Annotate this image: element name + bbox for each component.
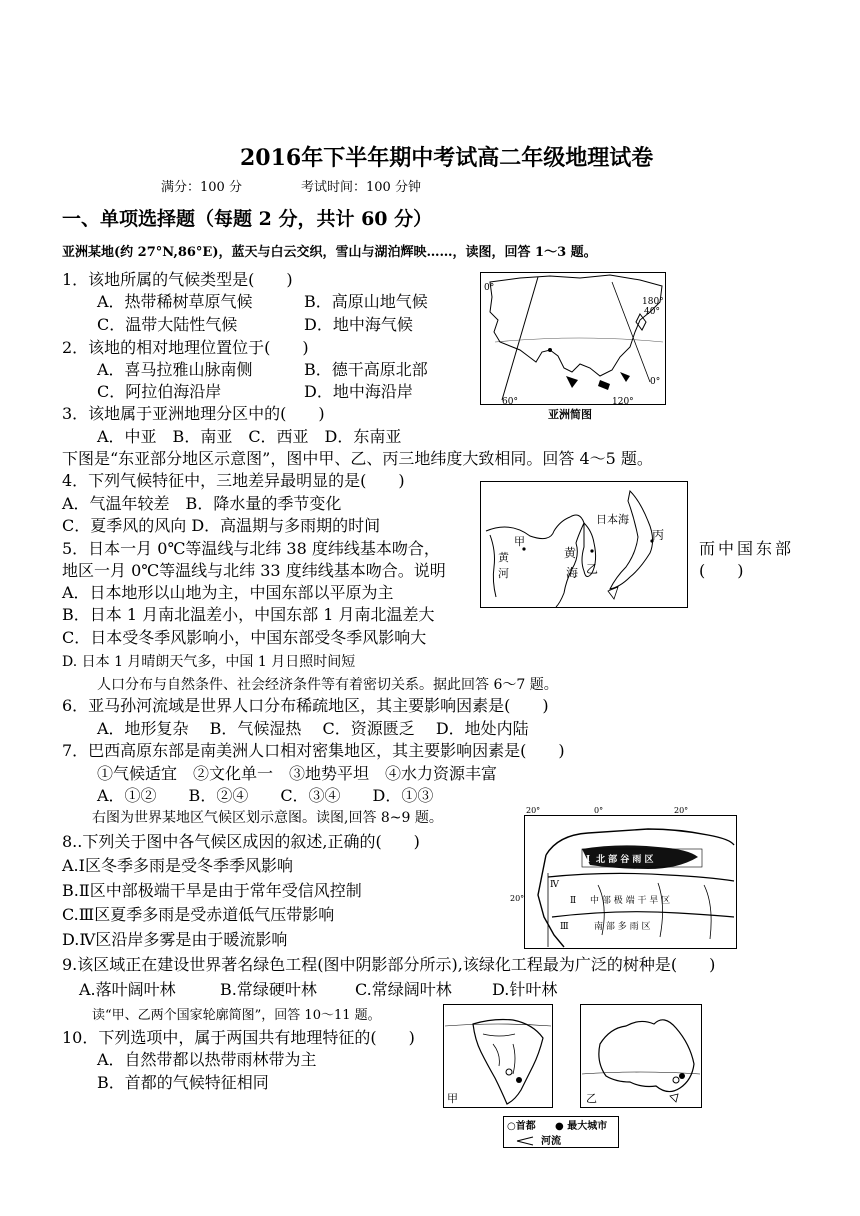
q6-options: A．地形复杂 B．气候湿热 C．资源匮乏 D．地处内陆 bbox=[97, 719, 529, 738]
q2-option-b: B．德干高原北部 bbox=[304, 360, 428, 379]
q8-option-d: D.Ⅳ区沿岸多雾是由于暖流影响 bbox=[62, 930, 288, 949]
climate-map-lbl-20-tl: 20° bbox=[526, 806, 541, 815]
question-5-line2: 地区一月 0℃等温线与北纬 33 度纬线基本吻合。说明 bbox=[62, 561, 446, 580]
asia-map-lbl-0-right: 0° bbox=[650, 377, 661, 387]
q5-option-c: C．日本受冬季风影响小，中国东部受冬季风影响大 bbox=[62, 628, 427, 647]
group1-intro: 亚洲某地(约 27°N,86°E)，蓝天与白云交织，雪山与湖泊辉映……，读图，回答 1～3 题。 bbox=[62, 245, 597, 260]
question-1: 1．该地所属的气候类型是( ) bbox=[62, 270, 293, 289]
q2-option-d: D．地中海沿岸 bbox=[304, 382, 413, 401]
q1-option-b: B．高原山地气候 bbox=[304, 292, 428, 311]
region-2-label: Ⅱ bbox=[570, 896, 577, 906]
country-jia-label: 甲 bbox=[447, 1092, 458, 1105]
asia-map-lbl-60: 60° bbox=[502, 397, 518, 407]
map-yellow-river-1: 黄 bbox=[498, 551, 509, 564]
east-asia-map bbox=[480, 481, 688, 608]
asia-map-lbl-0-top: 0° bbox=[484, 283, 495, 293]
legend-river: 河流 bbox=[541, 1136, 561, 1147]
group2-intro: 下图是“东亚部分地区示意图”，图中甲、乙、丙三地纬度大致相同。回答 4～5 题。 bbox=[62, 449, 653, 468]
question-5-tail1: 而中国东部 bbox=[699, 539, 795, 558]
q7-options: A．①② B．②④ C．③④ D．①③ bbox=[97, 786, 434, 805]
asia-map bbox=[480, 272, 666, 420]
question-10: 10．下列选项中，属于两国共有地理特征的( ) bbox=[62, 1028, 415, 1047]
q4-options-cd: C．夏季风的风向 D．高温期与多雨期的时间 bbox=[62, 516, 381, 535]
q9-option-b: B.常绿硬叶林 bbox=[220, 980, 317, 999]
q5-option-b: B．日本 1 月南北温差小，中国东部 1 月南北温差大 bbox=[62, 605, 435, 624]
q3-options: A．中亚 B．南亚 C．西亚 D．东南亚 bbox=[97, 427, 402, 446]
map-japan-sea: 日本海 bbox=[596, 513, 629, 526]
q1-option-c: C．温带大陆性气候 bbox=[97, 315, 238, 334]
map-yellow-river-2: 河 bbox=[498, 567, 509, 580]
region-3-name: 南 部 多 雨 区 bbox=[594, 922, 651, 932]
question-7: 7．巴西高原东部是南美洲人口相对密集地区，其主要影响因素是( ) bbox=[62, 741, 565, 760]
asia-map-lbl-120: 120° bbox=[612, 397, 634, 407]
group3-intro: 人口分布与自然条件、社会经济条件等有着密切关系。据此回答 6～7 题。 bbox=[97, 677, 558, 693]
q5-option-d: D. 日本 1 月晴朗天气多，中国 1 月日照时间短 bbox=[62, 654, 356, 670]
q5-option-a: A．日本地形以山地为主，中国东部以平原为主 bbox=[62, 583, 394, 602]
map-yellow-sea-1: 黄 bbox=[564, 546, 577, 560]
q1-option-d: D．地中海气候 bbox=[304, 315, 413, 334]
climate-map-lbl-20-tr: 20° bbox=[674, 806, 689, 815]
region-3-label: Ⅲ bbox=[560, 922, 569, 932]
q8-option-b: B.Ⅱ区中部极端干旱是由于常年受信风控制 bbox=[62, 881, 362, 900]
q9-option-a: A.落叶阔叶林 bbox=[79, 980, 176, 999]
question-3: 3．该地属于亚洲地理分区中的( ) bbox=[62, 404, 325, 423]
q1-option-a: A．热带稀树草原气候 bbox=[97, 292, 253, 311]
asia-map-caption: 亚洲简图 bbox=[548, 408, 592, 420]
question-6: 6．亚马孙河流域是世界人口分布稀疏地区，其主要影响因素是( ) bbox=[62, 696, 549, 715]
asia-map-lbl-40: 40° bbox=[644, 307, 660, 317]
legend-capital: ○首都 bbox=[507, 1121, 536, 1132]
map-legend bbox=[503, 1116, 619, 1148]
region-1-label: Ⅰ bbox=[586, 855, 591, 865]
country-jia-map bbox=[443, 1004, 553, 1108]
q9-option-c: C.常绿阔叶林 bbox=[355, 980, 452, 999]
question-2: 2．该地的相对地理位置位于( ) bbox=[62, 338, 309, 357]
map-jia: 甲 bbox=[514, 535, 525, 548]
q2-option-c: C．阿拉伯海沿岸 bbox=[97, 382, 222, 401]
country-yi-map bbox=[580, 1004, 702, 1108]
q9-option-d: D.针叶林 bbox=[492, 980, 558, 999]
full-score: 满分：100 分 bbox=[161, 180, 242, 195]
question-4: 4．下列气候特征中，三地差异最明显的是( ) bbox=[62, 471, 405, 490]
q2-option-a: A．喜马拉雅山脉南侧 bbox=[97, 360, 253, 379]
page-title: 2016年下半年期中考试高二年级地理试卷 bbox=[240, 145, 654, 171]
q7-items: ①气候适宜 ②文化单一 ③地势平坦 ④水力资源丰富 bbox=[97, 764, 498, 783]
climate-map-lbl-20-left: 20° bbox=[510, 894, 525, 903]
exam-time: 考试时间：100 分钟 bbox=[301, 180, 421, 195]
climate-region-map bbox=[508, 805, 740, 950]
region-4-label: Ⅳ bbox=[550, 880, 559, 890]
question-9: 9.该区域正在建设世界著名绿色工程(图中阴影部分所示),该绿化工程最为广泛的树种是( ) bbox=[62, 955, 716, 974]
question-5-tail2: ( ) bbox=[699, 561, 744, 580]
asia-map-lbl-180: 180° bbox=[642, 297, 664, 307]
region-1-name: 北 部 谷 雨 区 bbox=[596, 855, 654, 865]
q10-option-a: A．自然带都以热带雨林带为主 bbox=[97, 1050, 317, 1069]
group4-intro: 右图为世界某地区气候区划示意图。读图,回答 8~9 题。 bbox=[92, 810, 443, 826]
q8-option-a: A.Ⅰ区冬季多雨是受冬季季风影响 bbox=[62, 856, 293, 875]
q8-option-c: C.Ⅲ区夏季多雨是受赤道低气压带影响 bbox=[62, 905, 335, 924]
q4-options-ab: A．气温年较差 B．降水量的季节变化 bbox=[62, 494, 342, 513]
country-yi-label: 乙 bbox=[586, 1092, 597, 1105]
legend-largest-city: ● 最大城市 bbox=[555, 1121, 608, 1132]
climate-map-lbl-0: 0° bbox=[594, 806, 604, 815]
map-yi: 乙 bbox=[586, 562, 599, 576]
map-bing: 丙 bbox=[652, 528, 665, 542]
question-5-line1: 5．日本一月 0℃等温线与北纬 38 度纬线基本吻合， bbox=[62, 539, 440, 558]
region-2-name: 中 部 极 端 干 旱 区 bbox=[590, 896, 671, 906]
group5-intro: 读“甲、乙两个国家轮廓简图”，回答 10～11 题。 bbox=[92, 1008, 381, 1023]
map-yellow-sea-2: 海 bbox=[566, 566, 579, 580]
section-heading: 一、单项选择题（每题 2 分，共计 60 分） bbox=[62, 208, 433, 230]
question-8: 8..下列关于图中各气候区成因的叙述,正确的( ) bbox=[62, 832, 420, 851]
q10-option-b: B．首都的气候特征相同 bbox=[97, 1073, 269, 1092]
